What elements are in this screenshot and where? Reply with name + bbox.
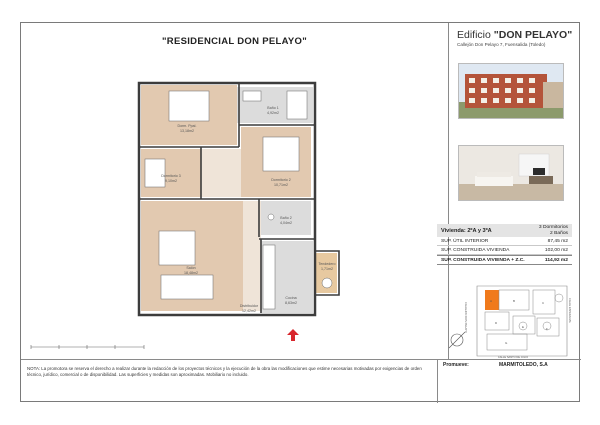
room-area: 9,10m2 <box>165 179 177 183</box>
room-area: 4,92m2 <box>267 111 279 115</box>
rooms-summary: 3 Dormitorios 2 Baños <box>538 225 568 236</box>
room-area: 1,71m2 <box>321 267 333 271</box>
unit-label: C <box>542 301 545 305</box>
room-area: 8,63m2 <box>285 301 297 305</box>
scale-bar <box>29 343 149 351</box>
street-label: CALLEJON DON PELAYO <box>464 302 467 333</box>
room-area: 18,48m2 <box>184 271 198 275</box>
property-total-row: SUP. CONSTRUIDA VIVIENDA + Z.C. 114,92 m2 <box>437 255 572 265</box>
room-label: Dormitorio 3 <box>161 174 181 178</box>
floor-plan <box>131 77 343 321</box>
property-summary-table <box>437 224 572 265</box>
unit-label: B <box>513 299 516 303</box>
room-area: 4,04m2 <box>280 221 292 225</box>
exterior-photo <box>458 63 564 119</box>
disclaimer-note: NOTA: La promotora se reserva el derecho a realizar durante la redacción de los proyectos técnicos y la ejecución de la obra las modificaciones que estime necesarias motivadas por exigencias de orden técnico, jurídico, comercial o de disponibilidad. Las superficies y medidas son aproximadas. Mobiliario no incluido. <box>27 366 422 377</box>
promoter-name: MARMITOLEDO, S.A <box>499 362 548 368</box>
room-label: Baño 2 <box>280 216 292 220</box>
street-label: CALLE ESPERANZA <box>568 298 571 323</box>
building-address: Callejón Don Pelayo 7, Fuensalida (Toledo) <box>457 42 546 47</box>
room-area: 12,42m2 <box>242 309 256 313</box>
page-title: "RESIDENCIAL DON PELAYO" <box>161 36 307 47</box>
room-label: Dorm. Ppal. <box>177 124 197 128</box>
unit-label: F <box>546 327 548 331</box>
room-label: Distribuidor <box>239 304 259 308</box>
site-key-plan <box>437 284 573 360</box>
promoter-label: Promueve: <box>443 362 469 368</box>
unit-label: G <box>505 341 508 345</box>
interior-photo <box>458 145 564 201</box>
room-label: Baño 1 <box>267 106 279 110</box>
unit-label: A <box>490 299 493 303</box>
unit-label: D <box>495 321 498 325</box>
room-label: Dormitorio 2 <box>271 178 291 182</box>
property-header <box>437 224 572 237</box>
room-label: Cocina <box>285 296 297 300</box>
building-title: Edificio "DON PELAYO" <box>457 29 573 41</box>
property-row: SUP. ÚTIL INTERIOR 87,45 m2 <box>437 237 572 246</box>
room-label: Tendedero <box>318 262 336 266</box>
street-label: CALLE SANTO DE JULIO <box>497 356 529 359</box>
room-area: 10,71m2 <box>274 183 288 187</box>
unit-label: E <box>522 325 525 329</box>
room-label: Salón <box>186 266 196 270</box>
vivienda-label: Vivienda: 2ºA y 3ºA <box>441 227 492 234</box>
floor-plan-sheet <box>20 22 580 402</box>
entrance-arrow-icon <box>286 328 300 342</box>
property-row: SUP. CONSTRUIDA VIVIENDA 102,00 m2 <box>437 246 572 255</box>
room-area: 13,18m2 <box>180 129 194 133</box>
divider <box>437 359 438 403</box>
